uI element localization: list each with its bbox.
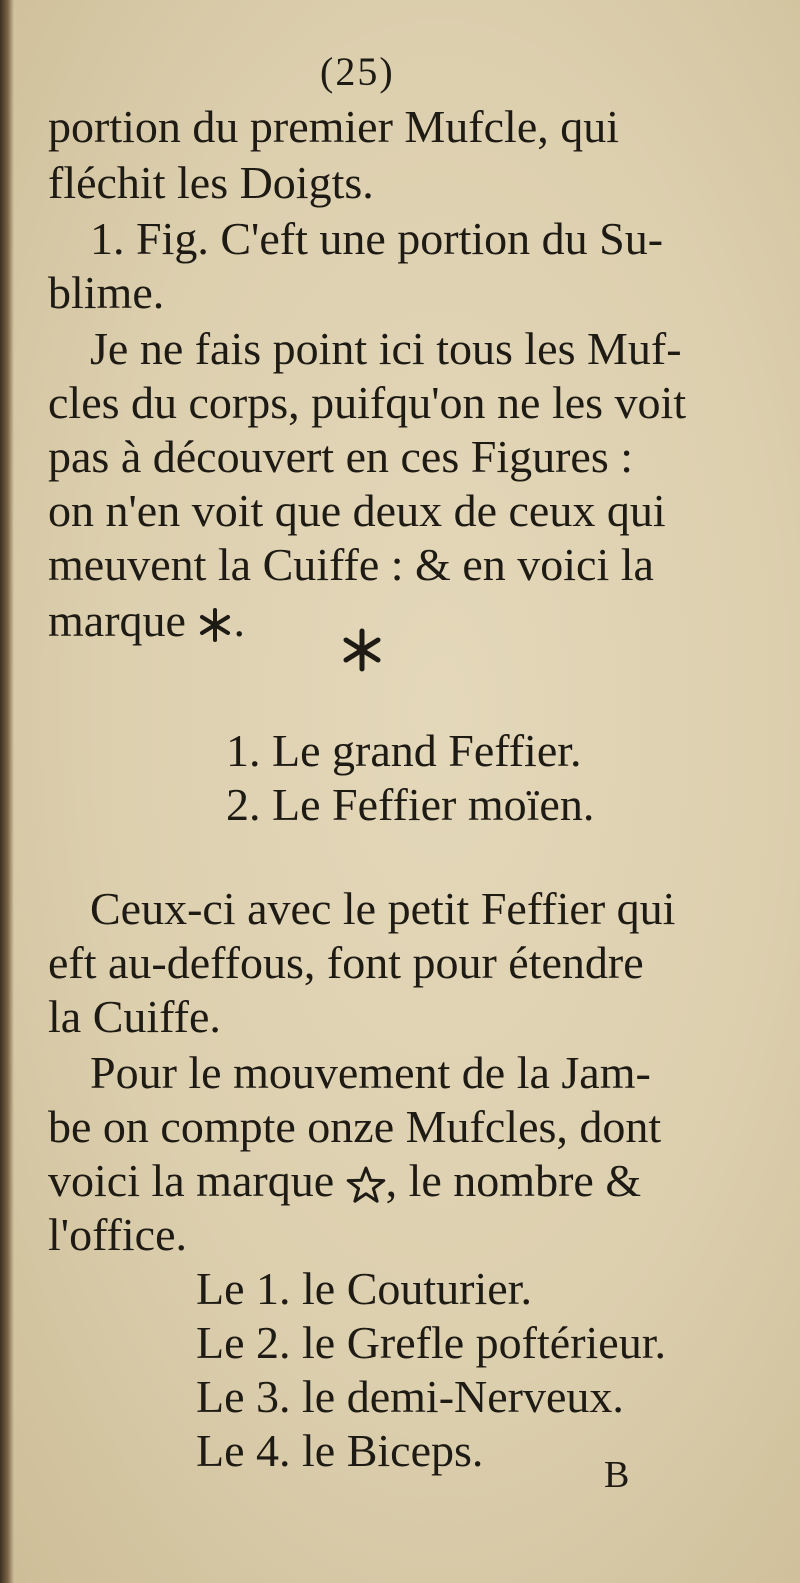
- list-item: Le 1. le Couturier.: [196, 1263, 532, 1314]
- list-item: Le 2. le Grefle poftérieur.: [196, 1317, 666, 1368]
- text-line: [48, 1154, 641, 1208]
- list-item: Le 3. le demi-Nerveux.: [196, 1371, 624, 1422]
- text-line: on n'en voit que deux de ceux qui: [48, 485, 666, 536]
- text-line: l'office.: [48, 1209, 187, 1260]
- signature-mark: B: [604, 1454, 630, 1496]
- text-line: Pour le mouvement de la Jam-: [90, 1047, 651, 1098]
- outline-star-icon: [346, 1166, 386, 1204]
- text-line: Ceux-ci avec le petit Feffier qui: [90, 883, 676, 934]
- list-item: 2. Le Feffier moïen.: [226, 779, 595, 830]
- list-item: Le 4. le Biceps.: [196, 1425, 484, 1476]
- text-line: be on compte onze Mufcles, dont: [48, 1101, 662, 1152]
- text-line: la Cuiffe.: [48, 991, 221, 1042]
- text-line: fléchit les Doigts.: [48, 157, 374, 208]
- page-number: (25): [320, 49, 395, 94]
- text-line: meuvent la Cuiffe : & en voici la: [48, 539, 654, 590]
- asterisk-icon: [197, 607, 233, 643]
- asterisk-icon: [342, 628, 382, 672]
- text-line: eft au-deffous, font pour étendre: [48, 937, 644, 988]
- list-item: 1. Le grand Feffier.: [226, 725, 582, 776]
- text-line: blime.: [48, 267, 165, 318]
- text-line: pas à découvert en ces Figures :: [48, 431, 634, 482]
- text-line: Je ne fais point ici tous les Muf-: [90, 323, 682, 374]
- text-line: [48, 594, 245, 648]
- text-fragment: .: [233, 595, 245, 646]
- text-line: cles du corps, puifqu'on ne les voit: [48, 377, 687, 428]
- page-gutter-shadow: [0, 0, 14, 1583]
- text-line: portion du premier Mufcle, qui: [48, 101, 620, 152]
- text-fragment: , le nombre &: [385, 1155, 642, 1206]
- text-fragment: voici la marque: [48, 1155, 335, 1206]
- text-line: 1. Fig. C'eft une portion du Su-: [90, 213, 664, 264]
- text-fragment: marque: [48, 595, 186, 646]
